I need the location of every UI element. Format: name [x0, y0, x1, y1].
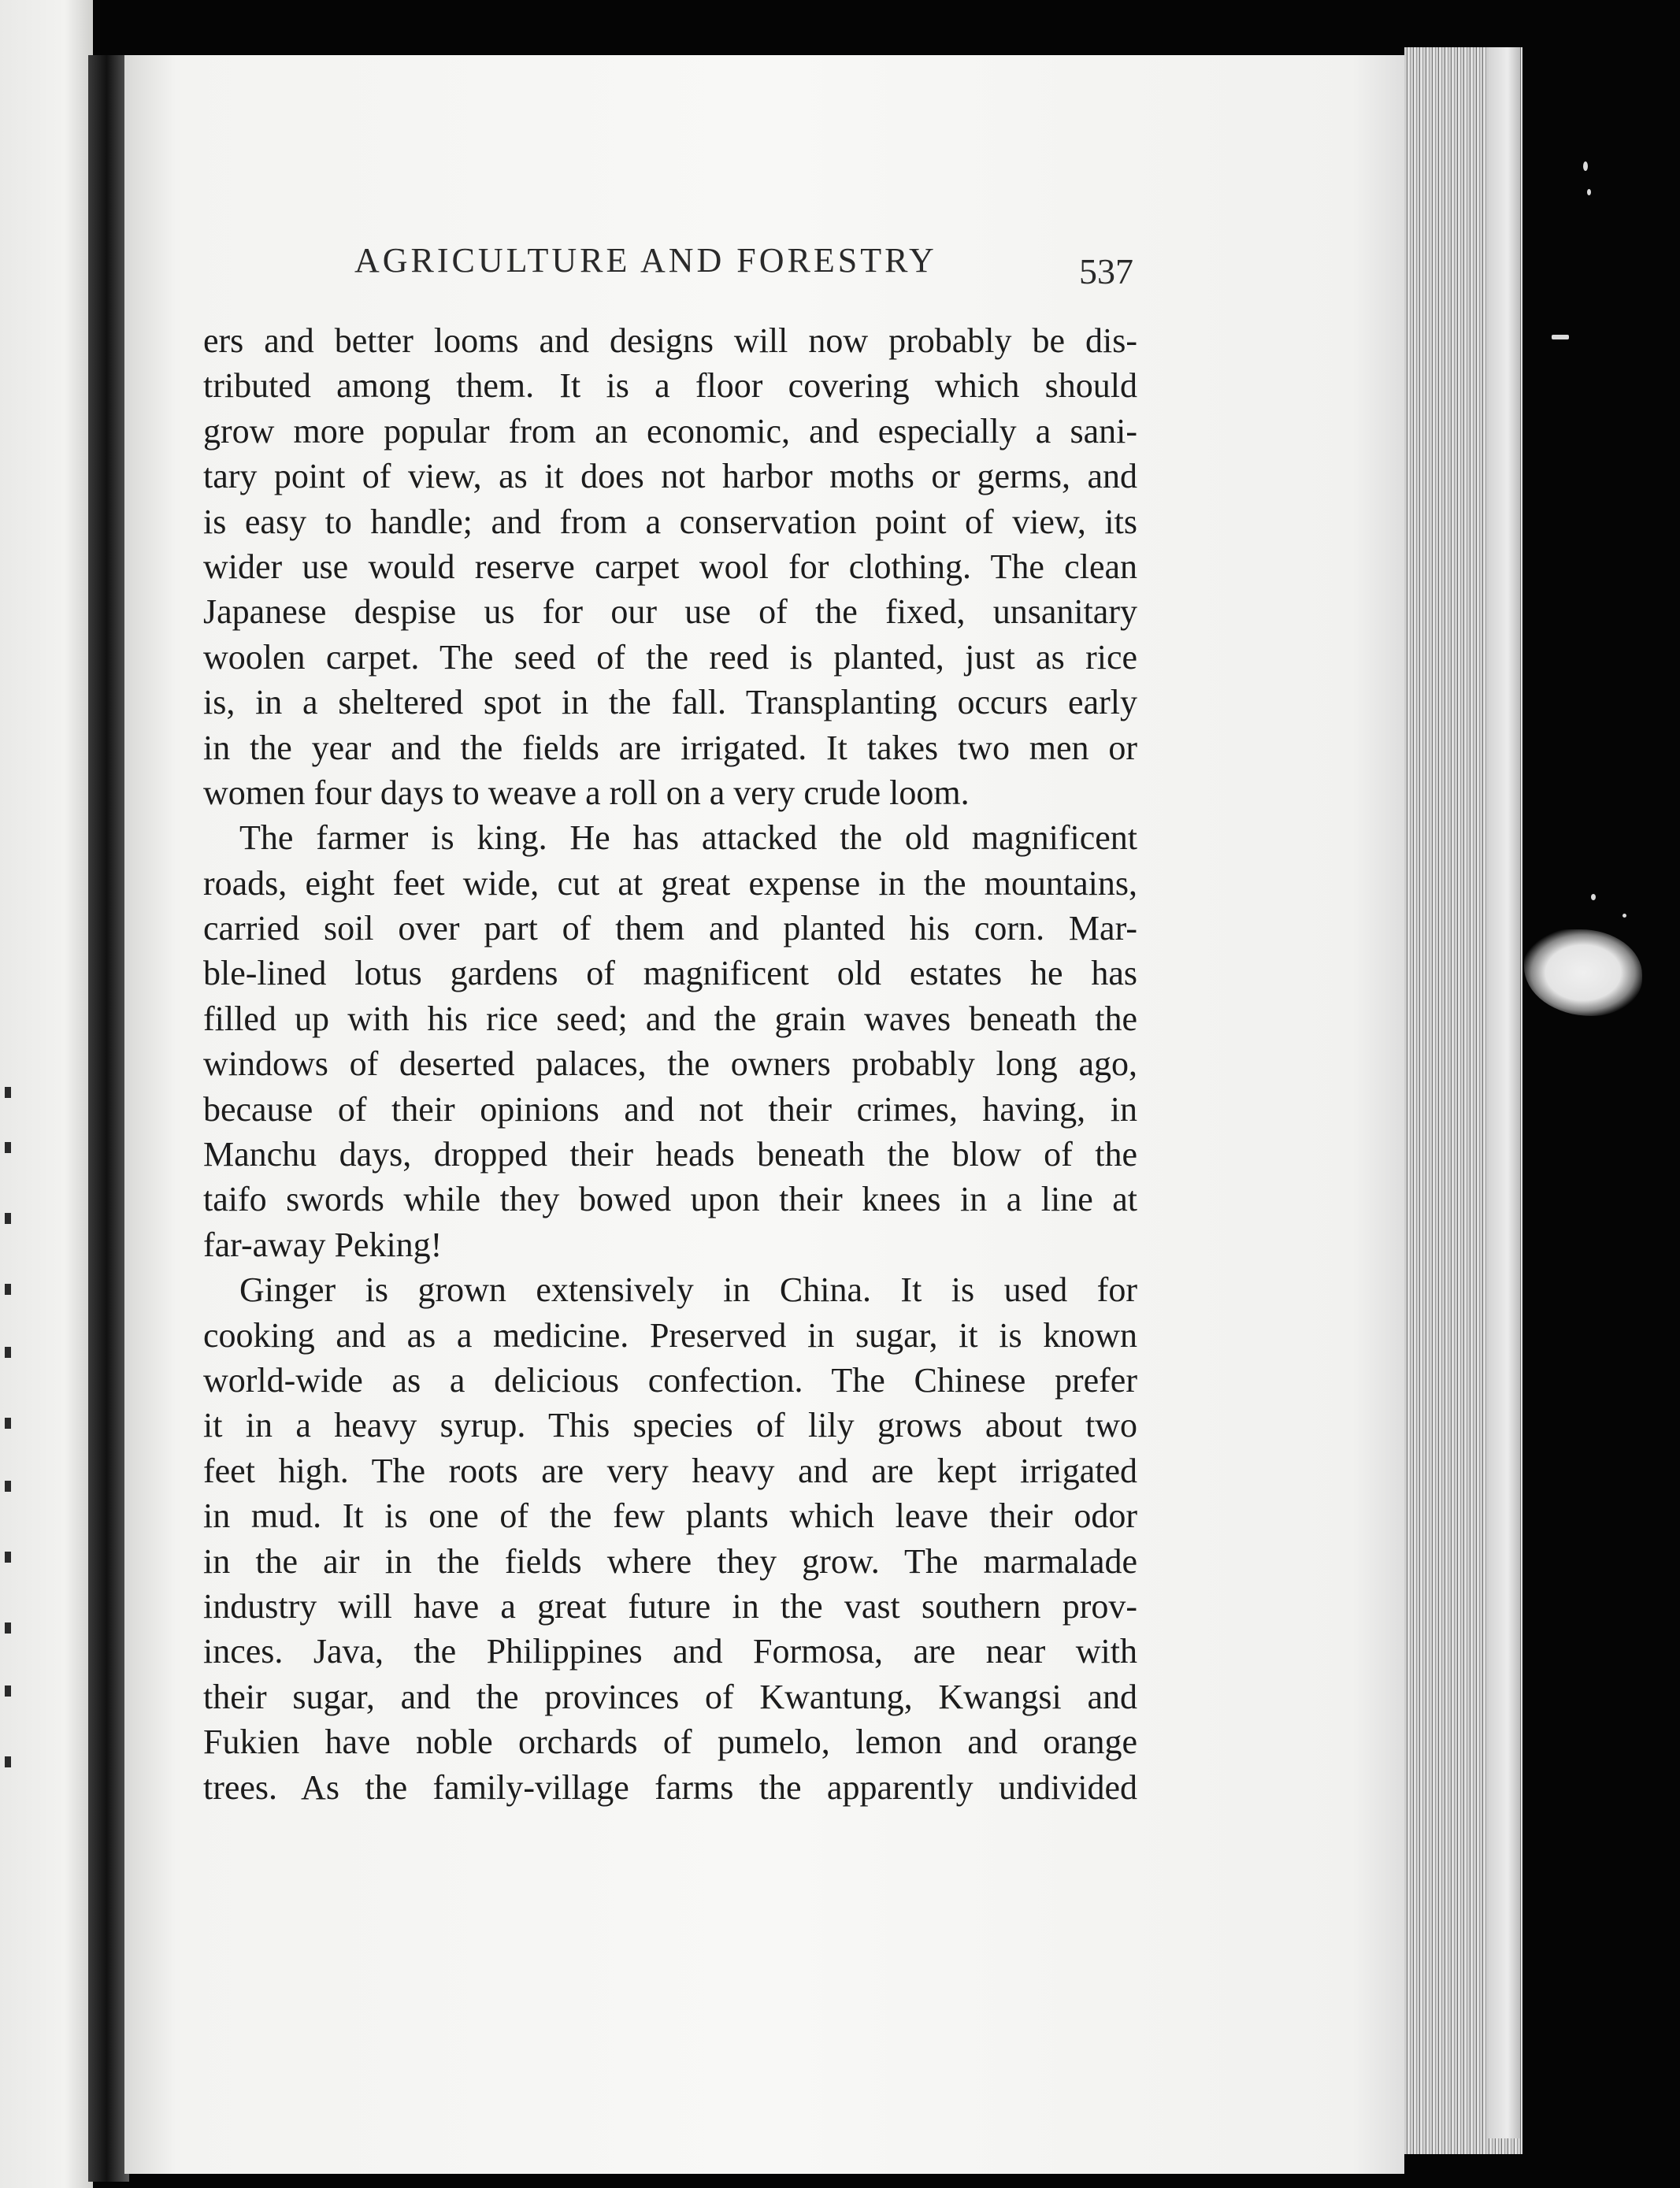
text-line: tributed among them. It is a floor covering which should	[203, 366, 1137, 406]
text-line: ers and better looms and designs will now probably be dis-	[203, 321, 1137, 360]
text-line: Fukien have noble orchards of pumelo, lemon and orange	[203, 1723, 1137, 1762]
scan-speck	[1591, 894, 1596, 900]
text-line: taifo swords while they bowed upon their knees in a line at	[203, 1180, 1137, 1219]
text-line: in the air in the fields where they grow. The marmalade	[203, 1541, 1137, 1581]
scan-speck	[1552, 335, 1569, 339]
text-line: ble-lined lotus gardens of magnificent old estates he has	[203, 954, 1137, 993]
text-line: women four days to weave a roll on a very crude loom.	[203, 773, 970, 812]
scan-blot	[1524, 929, 1642, 1016]
text-line: cooking and as a medicine. Preserved in sugar, it is known	[203, 1315, 1137, 1355]
text-line: Manchu days, dropped their heads beneath the blow of the	[203, 1135, 1137, 1174]
text-line: inces. Java, the Philippines and Formosa, are near with	[203, 1632, 1137, 1671]
text-line: their sugar, and the provinces of Kwantung, Kwangsi and	[203, 1677, 1137, 1716]
book-gutter-shadow	[88, 55, 129, 2182]
text-line: because of their opinions and not their crimes, having, in	[203, 1089, 1137, 1129]
text-line: in mud. It is one of the few plants which leave their odor	[203, 1496, 1137, 1536]
scan-speck	[1583, 161, 1588, 171]
text-line: woolen carpet. The seed of the reed is planted, just as rice	[203, 637, 1137, 677]
body-text	[203, 318, 1137, 1810]
text-line: The farmer is king. He has attacked the old magnificent	[239, 818, 1137, 858]
text-line: wider use would reserve carpet wool for clothing. The clean	[203, 547, 1137, 586]
text-line: it in a heavy syrup. This species of lily grows about two	[203, 1406, 1137, 1445]
facing-page-text-fragments	[5, 1087, 14, 1796]
text-line: tary point of view, as it does not harbor moths or germs, and	[203, 457, 1137, 496]
text-line: is, in a sheltered spot in the fall. Transplanting occurs early	[203, 683, 1137, 722]
text-line: roads, eight feet wide, cut at great expense in the mountains,	[203, 863, 1137, 903]
text-line: feet high. The roots are very heavy and are kept irrigated	[203, 1451, 1137, 1490]
text-line: filled up with his rice seed; and the grain waves beneath the	[203, 999, 1137, 1038]
text-line: grow more popular from an economic, and especially a sani-	[203, 411, 1137, 451]
text-line: industry will have a great future in the vast southern prov-	[203, 1586, 1137, 1626]
text-line: Japanese despise us for our use of the fixed, unsanitary	[203, 592, 1137, 632]
text-line: world-wide as a delicious confection. The Chinese prefer	[203, 1360, 1137, 1400]
text-line: far-away Peking!	[203, 1225, 443, 1264]
scan-speck	[1623, 914, 1626, 918]
running-head: AGRICULTURE AND FORESTRY	[354, 241, 937, 280]
text-line: Ginger is grown extensively in China. It is used for	[239, 1270, 1137, 1310]
page-number: 537	[1079, 251, 1133, 291]
text-line: trees. As the family-village farms the apparently undivided	[203, 1767, 1137, 1807]
text-line: is easy to handle; and from a conservation point of view, its	[203, 502, 1137, 541]
page-block-edge	[1489, 47, 1520, 2138]
text-line: carried soil over part of them and planted his corn. Mar-	[203, 909, 1137, 948]
facing-page-edge	[0, 0, 93, 2188]
text-line: windows of deserted palaces, the owners probably long ago,	[203, 1044, 1137, 1084]
text-line: in the year and the fields are irrigated. It takes two men or	[203, 728, 1137, 767]
scan-speck	[1587, 189, 1591, 195]
